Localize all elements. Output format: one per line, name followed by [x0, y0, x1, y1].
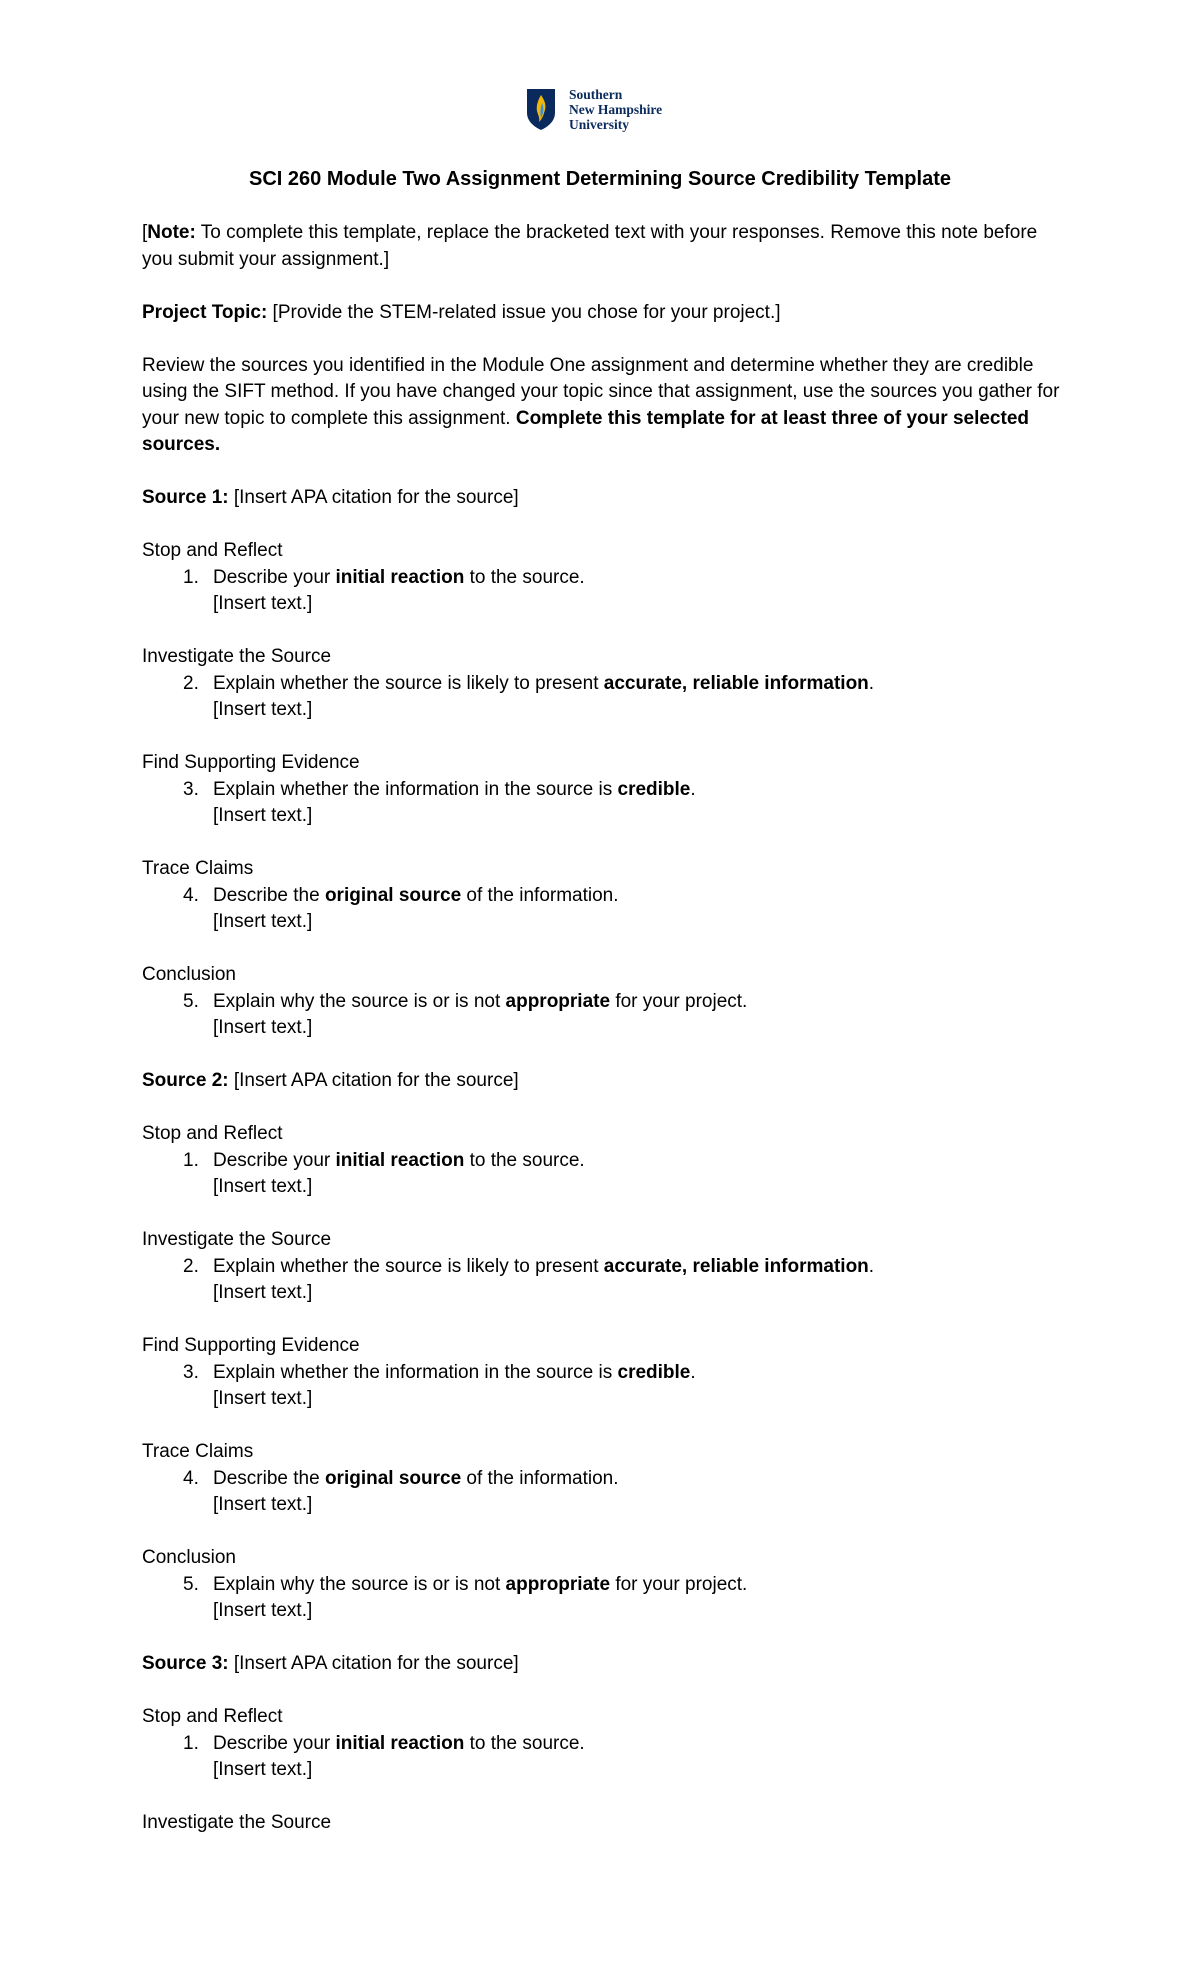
section-label: Conclusion	[142, 964, 236, 985]
section-label: Conclusion	[142, 1547, 236, 1568]
list-number: 3.	[183, 1361, 199, 1383]
list-number: 4.	[183, 1467, 199, 1489]
item-bold: initial reaction	[335, 1149, 465, 1171]
project-topic-label: Project Topic:	[142, 301, 268, 323]
item-bold: original source	[324, 884, 462, 906]
section-label: Stop and Reflect	[142, 1123, 283, 1144]
item-text: Describe your	[213, 1149, 336, 1171]
section-label: Trace Claims	[142, 858, 254, 879]
item-bold: accurate, reliable information	[603, 672, 869, 694]
item-bold: appropriate	[505, 990, 611, 1012]
source-3-heading	[142, 1651, 1072, 1678]
section-label: Trace Claims	[142, 1441, 254, 1462]
note-open-bracket: [	[142, 222, 148, 243]
answer-placeholder: [Insert text.]	[213, 911, 313, 932]
source-1-step-1	[142, 538, 1072, 618]
item-bold: initial reaction	[335, 1732, 465, 1754]
answer-placeholder: [Insert text.]	[213, 1017, 313, 1038]
intro-text: Review the sources you identified in the Module One assignment and determine whether they are credible using the SIFT method. If you have changed your topic since that assignment, use the sources you gather for your new topic to complete this assignment.	[142, 354, 1060, 429]
item-text-end: to the source.	[464, 1149, 585, 1171]
snhu-logo	[525, 86, 695, 132]
answer-placeholder: [Insert text.]	[213, 1494, 313, 1515]
source-2-step-3	[142, 1333, 1072, 1413]
list-number: 1.	[183, 566, 199, 588]
source-3-citation: [Insert APA citation for the source]	[228, 1653, 519, 1674]
list-item	[142, 1572, 1072, 1599]
item-bold: original source	[324, 1467, 462, 1489]
list-item	[142, 989, 1072, 1016]
source-2-step-5	[142, 1545, 1072, 1625]
answer-placeholder: [Insert text.]	[213, 1176, 313, 1197]
item-text: Describe the	[213, 1467, 325, 1489]
source-3-step-1	[142, 1704, 1072, 1784]
list-number: 1.	[183, 1149, 199, 1171]
list-number: 4.	[183, 884, 199, 906]
answer-placeholder: [Insert text.]	[213, 699, 313, 720]
list-number: 2.	[183, 672, 199, 694]
list-number: 3.	[183, 778, 199, 800]
section-label: Investigate the Source	[142, 646, 332, 667]
item-text: Explain whether the information in the source is	[213, 778, 618, 800]
list-item	[142, 1466, 1072, 1493]
list-number: 5.	[183, 1573, 199, 1595]
item-bold: appropriate	[505, 1573, 611, 1595]
list-item	[142, 565, 1072, 592]
source-1-step-5	[142, 962, 1072, 1042]
item-text-end: .	[868, 672, 875, 694]
list-number: 1.	[183, 1732, 199, 1754]
source-2-label: Source 2:	[142, 1070, 229, 1091]
item-text-end: for your project.	[610, 990, 748, 1012]
source-3-label: Source 3:	[142, 1653, 229, 1674]
item-text-end: to the source.	[464, 1732, 585, 1754]
source-2-step-1	[142, 1121, 1072, 1201]
note-paragraph	[142, 220, 1072, 273]
list-item	[142, 883, 1072, 910]
section-label: Stop and Reflect	[142, 540, 283, 561]
source-2-heading	[142, 1068, 1072, 1095]
item-text-end: .	[690, 778, 696, 800]
project-topic-text: [Provide the STEM-related issue you chose for your project.]	[267, 301, 781, 323]
list-item	[142, 1148, 1072, 1175]
source-2-step-4	[142, 1439, 1072, 1519]
item-text: Explain why the source is or is not	[213, 990, 506, 1012]
list-number: 2.	[183, 1255, 199, 1277]
item-text-end: to the source.	[464, 566, 585, 588]
list-item	[142, 777, 1072, 804]
source-1-citation: [Insert APA citation for the source]	[228, 487, 519, 508]
logo-line-2: New Hampshire	[569, 101, 663, 117]
source-1-step-2	[142, 644, 1072, 724]
list-item	[142, 671, 1072, 698]
document-body	[142, 220, 1072, 1837]
item-text: Describe the	[213, 884, 325, 906]
item-text-end: for your project.	[610, 1573, 748, 1595]
source-1-heading	[142, 485, 1072, 512]
item-bold: accurate, reliable information	[603, 1255, 869, 1277]
answer-placeholder: [Insert text.]	[213, 1600, 313, 1621]
document-title: SCI 260 Module Two Assignment Determining Source Credibility Template	[249, 168, 951, 190]
logo-line-1: Southern	[569, 86, 623, 102]
item-bold: credible	[617, 778, 691, 800]
answer-placeholder: [Insert text.]	[213, 1282, 313, 1303]
list-number: 5.	[183, 990, 199, 1012]
note-label: Note:	[147, 222, 196, 243]
item-bold: credible	[617, 1361, 691, 1383]
item-text-end: of the information.	[461, 1467, 619, 1489]
source-1-step-4	[142, 856, 1072, 936]
intro-bold: Complete this template for at least three of your selected sources.	[142, 407, 1029, 455]
source-2-step-2	[142, 1227, 1072, 1307]
source-1-label: Source 1:	[142, 487, 229, 508]
answer-placeholder: [Insert text.]	[213, 805, 313, 826]
intro-paragraph	[142, 353, 1072, 459]
item-text: Describe your	[213, 566, 336, 588]
logo-line-3: University	[569, 116, 629, 132]
section-label: Find Supporting Evidence	[142, 752, 360, 773]
item-text: Explain whether the source is likely to present	[213, 1255, 604, 1277]
answer-placeholder: [Insert text.]	[213, 593, 313, 614]
item-text-end: of the information.	[461, 884, 619, 906]
section-label: Investigate the Source	[142, 1812, 332, 1833]
item-text-end: .	[868, 1255, 875, 1277]
list-item	[142, 1254, 1072, 1281]
answer-placeholder: [Insert text.]	[213, 1388, 313, 1409]
item-text: Describe your	[213, 1732, 336, 1754]
project-topic-paragraph	[142, 300, 1072, 327]
item-bold: initial reaction	[335, 566, 465, 588]
answer-placeholder: [Insert text.]	[213, 1759, 313, 1780]
flame-shield-icon	[525, 87, 557, 131]
section-label: Find Supporting Evidence	[142, 1335, 360, 1356]
item-text-end: .	[690, 1361, 696, 1383]
source-1-step-3	[142, 750, 1072, 830]
source-2-citation: [Insert APA citation for the source]	[228, 1070, 519, 1091]
section-label: Investigate the Source	[142, 1229, 332, 1250]
item-text: Explain whether the source is likely to present	[213, 672, 604, 694]
item-text: Explain whether the information in the source is	[213, 1361, 618, 1383]
note-text: To complete this template, replace the bracketed text with your responses. Remove this note before you submit your assignment.]	[142, 222, 1038, 270]
list-item	[142, 1731, 1072, 1758]
logo-wordmark	[569, 87, 662, 132]
section-label: Stop and Reflect	[142, 1706, 283, 1727]
list-item	[142, 1360, 1072, 1387]
item-text: Explain why the source is or is not	[213, 1573, 506, 1595]
